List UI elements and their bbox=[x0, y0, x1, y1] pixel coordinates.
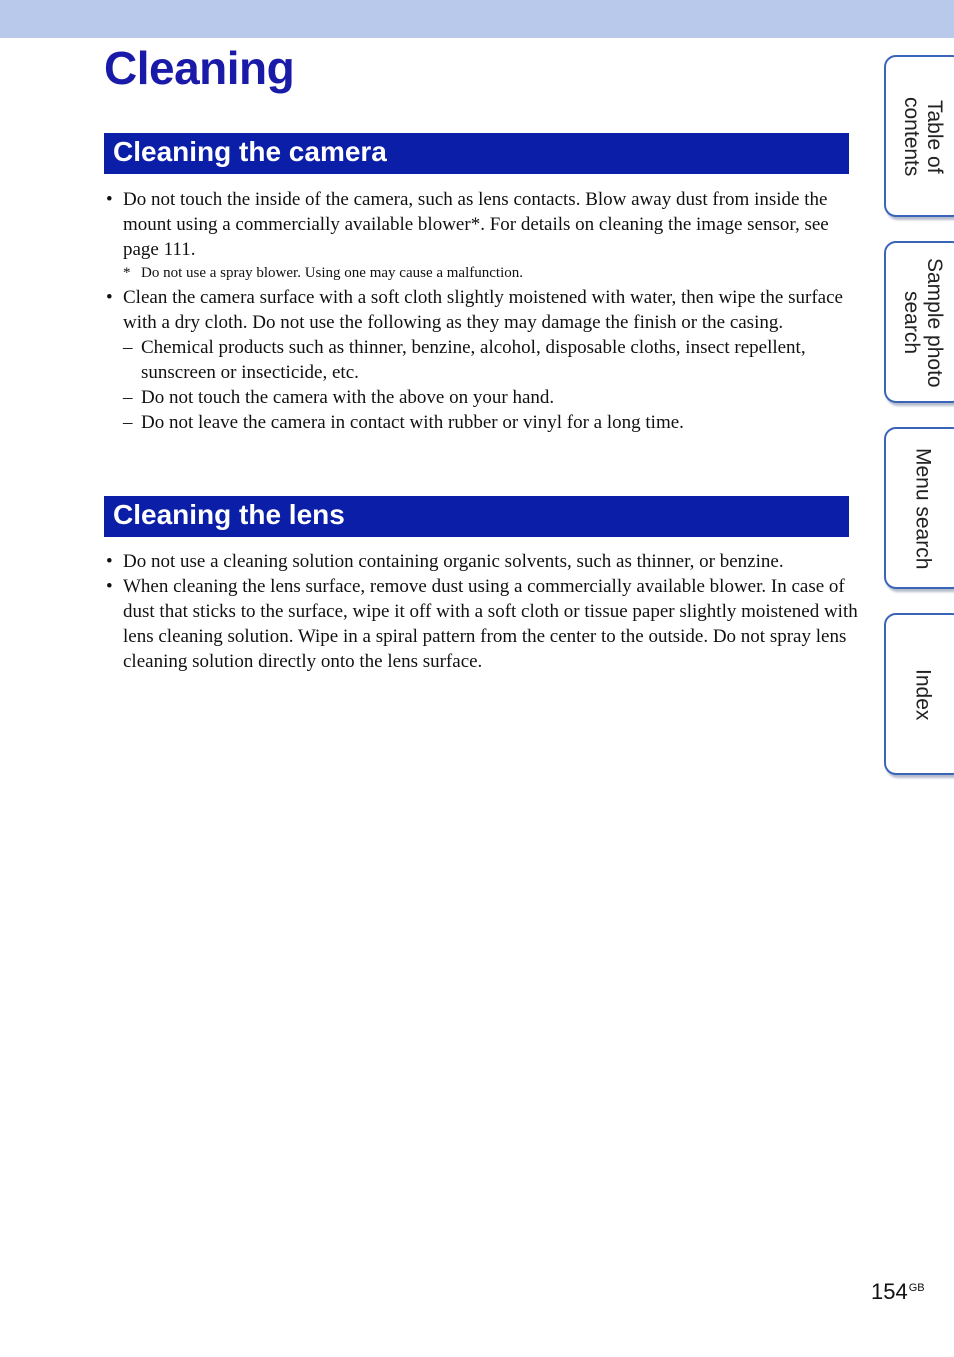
tab-label: Table of contents bbox=[900, 97, 946, 177]
tab-table-of-contents[interactable] bbox=[884, 55, 954, 217]
dash-item: – Do not touch the camera with the above on your hand. bbox=[104, 385, 864, 410]
page-title: Cleaning bbox=[104, 42, 295, 94]
section-heading-camera: Cleaning the camera bbox=[104, 133, 849, 174]
page-number-value: 154 bbox=[871, 1279, 908, 1304]
section-heading-lens: Cleaning the lens bbox=[104, 496, 849, 537]
tab-menu-search[interactable] bbox=[884, 427, 954, 589]
bullet-item: • When cleaning the lens surface, remove dust using a commercially available blower. In case of dust that sticks to the surface, wipe it off with a soft cloth or tissue paper slightly moistened with lens cleaning solution. Wipe in a spiral pattern from the center to the outside. Do not spray lens cleaning solution directly onto the lens surface. bbox=[104, 574, 864, 674]
section-lens-body bbox=[104, 549, 864, 674]
section-camera-body bbox=[104, 187, 864, 435]
tab-label: Sample photo search bbox=[900, 258, 946, 388]
header-band bbox=[0, 0, 954, 38]
page-number bbox=[871, 1279, 925, 1305]
bullet-item: • Do not touch the inside of the camera, such as lens contacts. Blow away dust from inside the mount using a commercially available blower*. For details on cleaning the image sensor, see page 111. bbox=[104, 187, 864, 262]
dash-item: – Do not leave the camera in contact with rubber or vinyl for a long time. bbox=[104, 410, 864, 435]
tab-sample-photo-search[interactable] bbox=[884, 241, 954, 403]
bullet-item: • Clean the camera surface with a soft cloth slightly moistened with water, then wipe the surface with a dry cloth. Do not use the following as they may damage the finish or the casing. bbox=[104, 285, 864, 335]
bullet-item: • Do not use a cleaning solution containing organic solvents, such as thinner, or benzine. bbox=[104, 549, 864, 574]
tab-label: Menu search bbox=[911, 448, 935, 570]
dash-item: – Chemical products such as thinner, benzine, alcohol, disposable cloths, insect repellent, sunscreen or insecticide, etc. bbox=[104, 335, 864, 385]
tab-label: Index bbox=[911, 669, 935, 721]
page-number-suffix: GB bbox=[908, 1282, 925, 1294]
footnote: * Do not use a spray blower. Using one may cause a malfunction. bbox=[104, 262, 864, 285]
tab-index[interactable] bbox=[884, 613, 954, 775]
